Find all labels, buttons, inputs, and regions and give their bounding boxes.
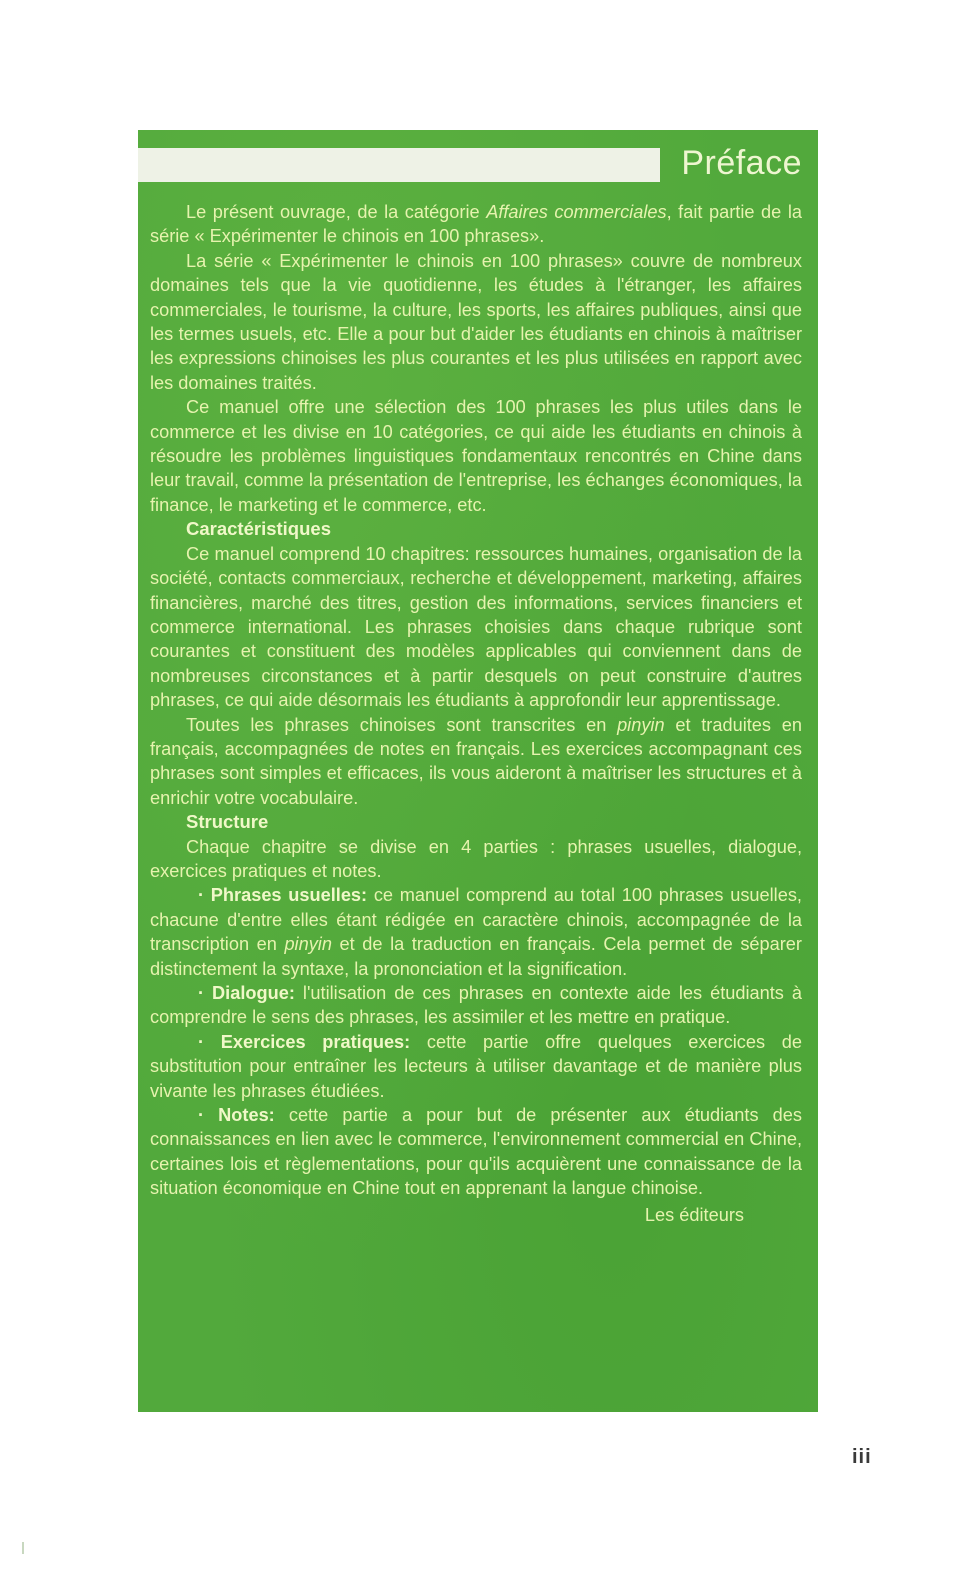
- title-bar: [138, 148, 660, 182]
- paragraph-series: La série « Expérimenter le chinois en 100 phrases» couvre de nombreux domaines tels que la vie quotidienne, les études à l'étranger, les affaires commerciales, le tourisme, la culture, les sports, les affaires publiques, ainsi que les termes usuels, etc. Elle a pour but d'aider les étudiants en chinois à maîtriser les expressions chinoises les plus courantes et les plus utilisées en rapport avec les domaines traités.: [150, 250, 802, 393]
- paragraph-structure: Chaque chapitre se divise en 4 parties : phrases usuelles, dialogue, exercices pratiques et notes.: [150, 836, 802, 881]
- scan-mark: [22, 1542, 24, 1554]
- preface-body: [150, 200, 802, 1227]
- heading-structure: Structure: [186, 811, 269, 833]
- paragraph-intro: Le présent ouvrage, de la catégorie Affaires commerciales, fait partie de la série « Expérimenter le chinois en 100 phrases».: [150, 202, 802, 247]
- heading-characteristics: Caractéristiques: [186, 518, 331, 540]
- category-name: Affaires commerciales: [486, 202, 667, 222]
- signature: Les éditeurs: [644, 1204, 744, 1225]
- page-title: Préface: [681, 144, 802, 182]
- paragraph-manual: Ce manuel offre une sélection des 100 phrases les plus utiles dans le commerce et les divise en 10 catégories, ce qui aide les étudiants en chinois à résoudre les problèmes linguistiques fondamentaux rencontrés en Chine dans leur travail, comme la présentation de l'entreprise, les échanges économiques, la finance, le marketing et le commerce, etc.: [150, 397, 802, 515]
- bullet-dialogue: · Dialogue: l'utilisation de ces phrases en contexte aide les étudiants à comprendre le sens des phrases, les assimiler et les mettre en pratique.: [150, 983, 803, 1028]
- bullet-notes: · Notes: cette partie a pour but de présenter aux étudiants des connaissances en lien avec le commerce, l'environnement commercial en Chine, certaines lois et règlementations, pour qu'ils acquièrent une connaissance de la situation économique en Chine tout en apprenant la langue chinoise.: [150, 1105, 802, 1199]
- bullet-exercices: · Exercices pratiques: cette partie offre quelques exercices de substitution pour entraîner les lecteurs à utiliser davantage et de manière plus vivante les phrases étudiées.: [150, 1031, 802, 1101]
- page-number: iii: [852, 1446, 872, 1468]
- bullet-phrases-usuelles: · Phrases usuelles: ce manuel comprend au total 100 phrases usuelles, chacune d'entre elles étant rédigée en caractère chinois, accompagnée de la transcription en pinyin et de la traduction en français. Cela permet de séparer distinctement la syntaxe, la prononciation et la signification.: [150, 885, 802, 979]
- paragraph-transcription: Toutes les phrases chinoises sont transcrites en pinyin et traduites en français, accompagnées de notes en français. Les exercices accompagnant ces phrases sont simples et efficaces, ils vous aideront à maîtriser les structures et à enrichir votre vocabulaire.: [150, 714, 802, 808]
- preface-panel: [138, 130, 818, 1412]
- paragraph-chapters: Ce manuel comprend 10 chapitres: ressources humaines, organisation de la société, contacts commerciaux, recherche et développement, marketing, affaires financières, marché des titres, gestion des informations, services financiers et commerce international. Les phrases choisies dans chaque rubrique sont courantes et constituent des modèles applicables qui conviennent dans de nombreuses circonstances et à partir desquels on peut construire d'autres phrases, ce qui aide désormais les étudiants à approfondir leur apprentissage.: [150, 543, 802, 711]
